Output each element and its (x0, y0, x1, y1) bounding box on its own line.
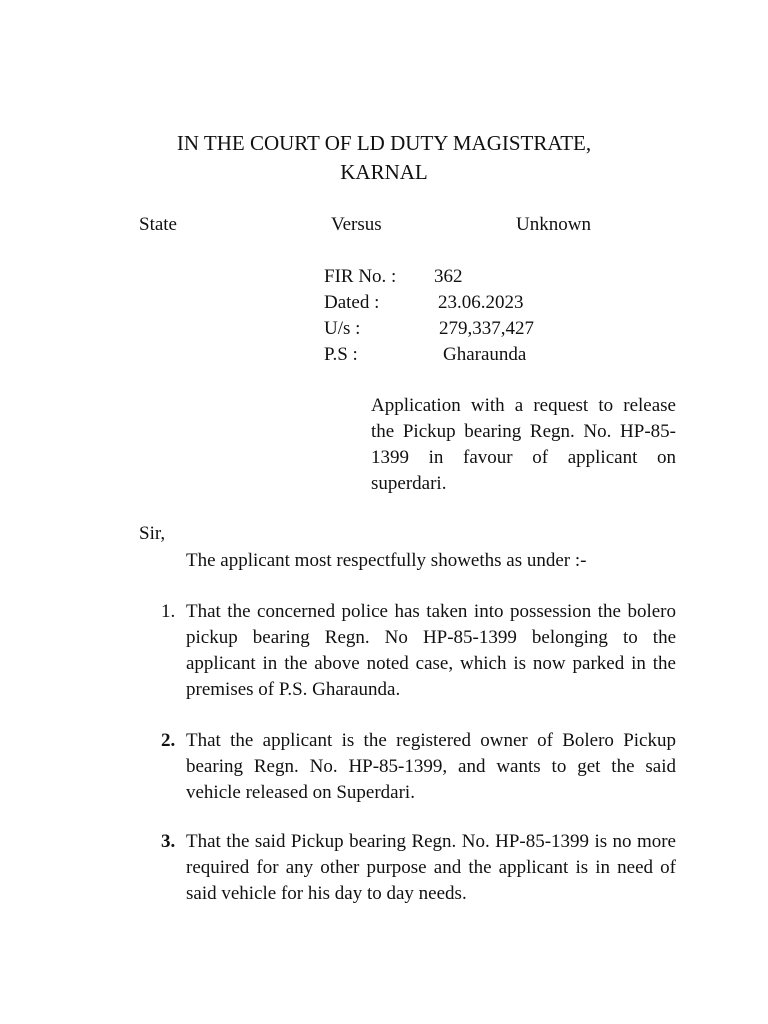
paragraph-3-text: That the said Pickup bearing Regn. No. HP-85-1399 is no more required for any other purpose and the applicant is in need of said vehicle for his day to day needs. (186, 831, 676, 904)
party-state: State (139, 214, 177, 235)
paragraph-2-text: That the applicant is the registered owner of Bolero Pickup bearing Regn. No. HP-85-1399, and wants to get the said vehicle released on Superdari. (186, 730, 676, 803)
application-subject: Application with a request to release the Pickup bearing Regn. No. HP-85-1399 in favour of applicant on superdari. (371, 395, 676, 494)
us-value: 279,337,427 (439, 318, 534, 339)
ps-value: Gharaunda (443, 344, 527, 365)
paragraph-2-number: 2. (161, 730, 176, 751)
court-title-line-2: KARNAL (340, 160, 428, 184)
dated-label: Dated : (324, 292, 380, 313)
paragraph-1-number: 1. (161, 601, 176, 622)
paragraph-1-text: That the concerned police has taken into possession the bolero pickup bearing Regn. No HP-85-1399 belonging to the applicant in the above noted case, which is now parked in the premises of P.S. Gharaunda. (186, 601, 676, 700)
salutation: Sir, (139, 523, 166, 544)
us-label: U/s : (324, 318, 361, 339)
ps-label: P.S : (324, 344, 358, 365)
court-title-line-1: IN THE COURT OF LD DUTY MAGISTRATE, (176, 131, 592, 155)
fir-value: 362 (434, 266, 463, 287)
party-versus: Versus (331, 214, 382, 235)
dated-value: 23.06.2023 (438, 292, 524, 313)
fir-label: FIR No. : (324, 266, 397, 287)
intro-line: The applicant most respectfully showeths as under :- (186, 550, 587, 571)
paragraph-3-number: 3. (161, 831, 176, 852)
party-unknown: Unknown (516, 214, 591, 235)
